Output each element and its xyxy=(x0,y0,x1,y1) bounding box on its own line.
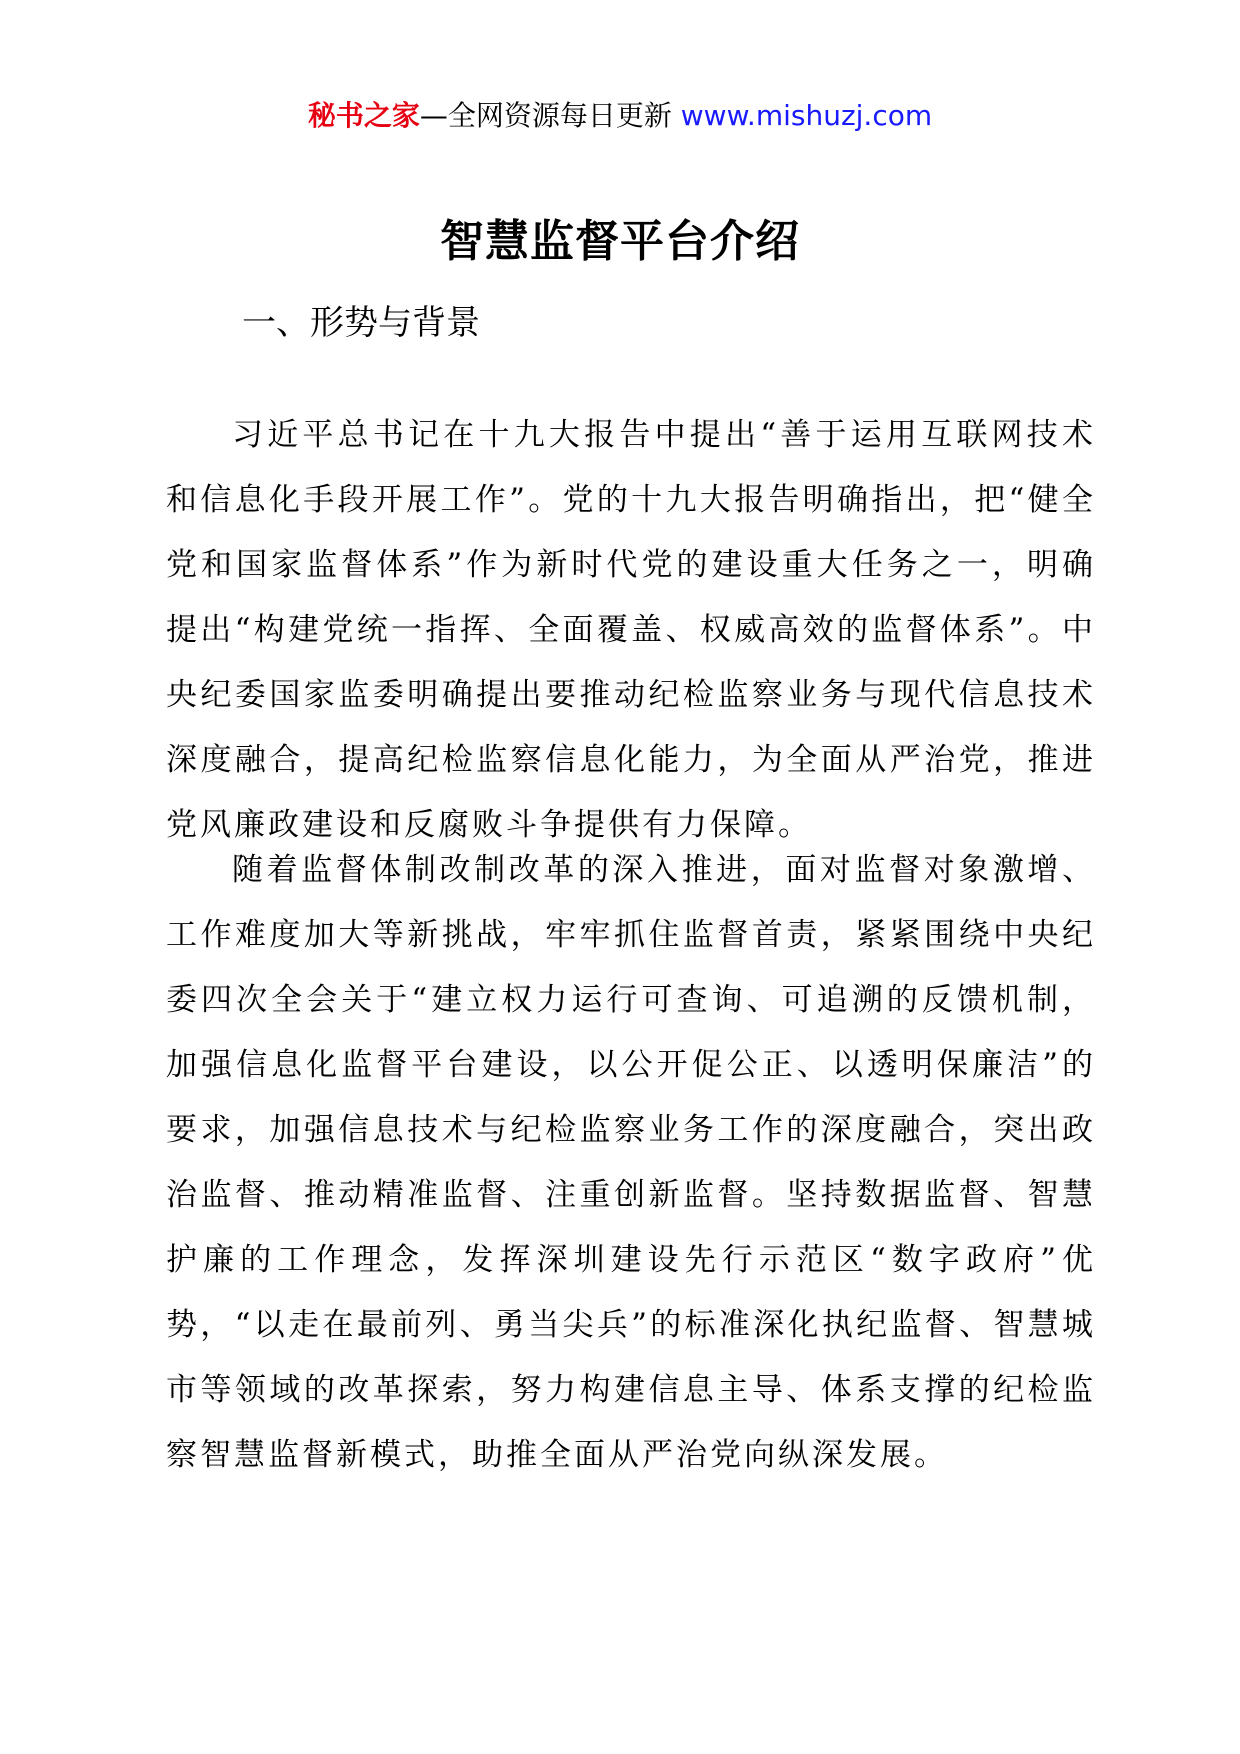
body-paragraph-2: 随着监督体制改制改革的深入推进，面对监督对象激增、工作难度加大等新挑战，牢牢抓住监督首责，紧紧围绕中央纪委四次全会关于“建立权力运行可查询、可追溯的反馈机制，加强信息化监督平台建设，以公开促公正、以透明保廉洁”的要求，加强信息技术与纪检监察业务工作的深度融合，突出政治监督、推动精准监督、注重创新监督。坚持数据监督、智慧护廉的工作理念，发挥深圳建设先行示范区“数字政府”优势，“以走在最前列、勇当尖兵”的标准深化执纪监督、智慧城市等领域的改革探索，努力构建信息主导、体系支撑的纪检监察智慧监督新模式，助推全面从严治党向纵深发展。 xyxy=(166,852,1096,1473)
brand-name: 秘书之家 xyxy=(307,99,420,132)
website-link[interactable]: www.mishuzj.com xyxy=(680,99,933,132)
section-heading: 一、形势与背景 xyxy=(242,303,480,343)
header-slogan: —全网资源每日更新 xyxy=(419,99,681,132)
document-title: 智慧监督平台介绍 xyxy=(440,216,800,267)
body-paragraph-1: 习近平总书记在十九大报告中提出“善于运用互联网技术和信息化手段开展工作”。党的十九大报告明确指出，把“健全党和国家监督体系”作为新时代党的建设重大任务之一，明确提出“构建党统一指挥、全面覆盖、权威高效的监督体系”。中央纪委国家监委明确提出要推动纪检监察业务与现代信息技术深度融合，提高纪检监察信息化能力，为全面从严治党，推进党风廉政建设和反腐败斗争提供有力保障。 xyxy=(166,417,1096,843)
header-banner xyxy=(0,96,1240,136)
